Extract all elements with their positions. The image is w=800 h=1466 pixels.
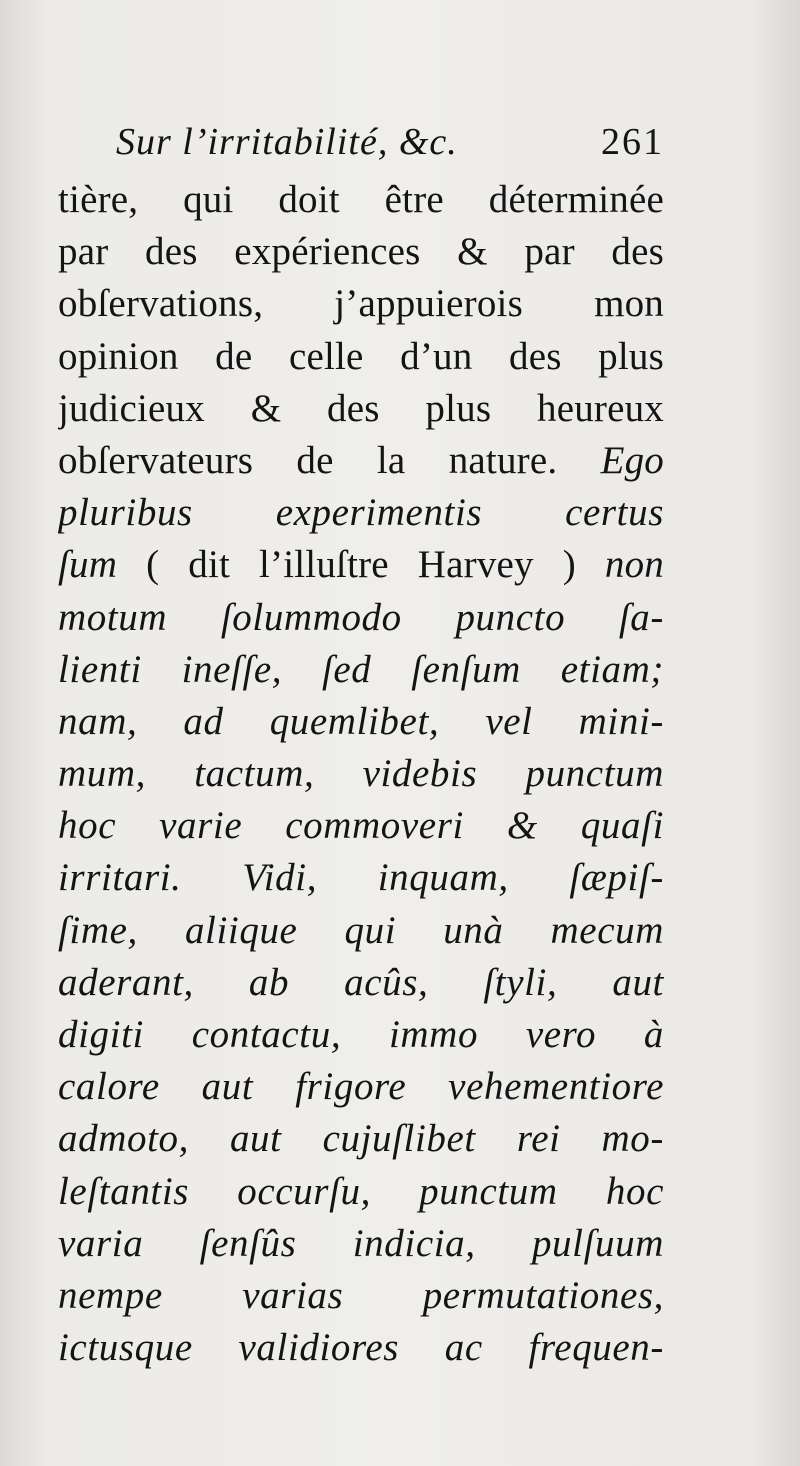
text-line-italic: admoto, aut cujuſlibet rei mo-: [58, 1117, 664, 1161]
text-line-mixed: [58, 435, 664, 487]
running-title: Sur l’irritabilité, &c.: [116, 121, 458, 163]
text-line-italic: mum, tactum, videbis punctum: [58, 752, 664, 796]
text-line-italic: varia ſenſûs indicia, pulſuum: [58, 1221, 664, 1265]
page-number: 261: [601, 121, 664, 163]
text-line: par des expériences & par des: [58, 230, 664, 274]
text-line-italic: nempe varias permutationes,: [58, 1273, 664, 1317]
text-line: obſervations, j’appuierois mon: [58, 282, 664, 326]
text-line-italic: pluribus experimentis certus: [58, 491, 664, 535]
running-header: [58, 120, 664, 174]
text-span-italic: ſum: [58, 543, 118, 587]
text-line: tière, qui doit être déterminée: [58, 178, 664, 221]
text-line-italic: irritari. Vidi, inquam, ſæpiſ-: [58, 856, 664, 900]
text-line-italic: ictusque validiores ac frequen-: [58, 1326, 664, 1370]
text-line-italic: leſtantis occurſu, punctum hoc: [58, 1169, 664, 1213]
text-line-italic: hoc varie commoveri & quaſi: [58, 804, 664, 848]
text-line-italic: nam, ad quemlibet, vel mini-: [58, 699, 664, 743]
text-line-italic: calore aut frigore vehementiore: [58, 1065, 664, 1109]
text-block: [58, 120, 664, 1374]
text-line-italic: ſime, aliique qui unà mecum: [58, 908, 664, 952]
text-span: ( dit l’illuſtre Harvey ): [146, 543, 576, 587]
text-line-italic: lienti ineſſe, ſed ſenſum etiam;: [58, 647, 664, 691]
text-span-italic: Ego: [600, 438, 664, 482]
text-line: judicieux & des plus heureux: [58, 386, 664, 430]
text-span-italic: non: [604, 543, 664, 587]
text-line: opinion de celle d’un des plus: [58, 334, 664, 378]
text-span: obſervateurs de la nature.: [58, 438, 558, 482]
text-line-italic: aderant, ab acûs, ſtyli, aut: [58, 960, 664, 1004]
text-line-mixed: [58, 539, 664, 591]
text-line-italic: motum ſolummodo puncto ſa-: [58, 595, 664, 639]
text-line-italic: digiti contactu, immo vero à: [58, 1013, 664, 1056]
